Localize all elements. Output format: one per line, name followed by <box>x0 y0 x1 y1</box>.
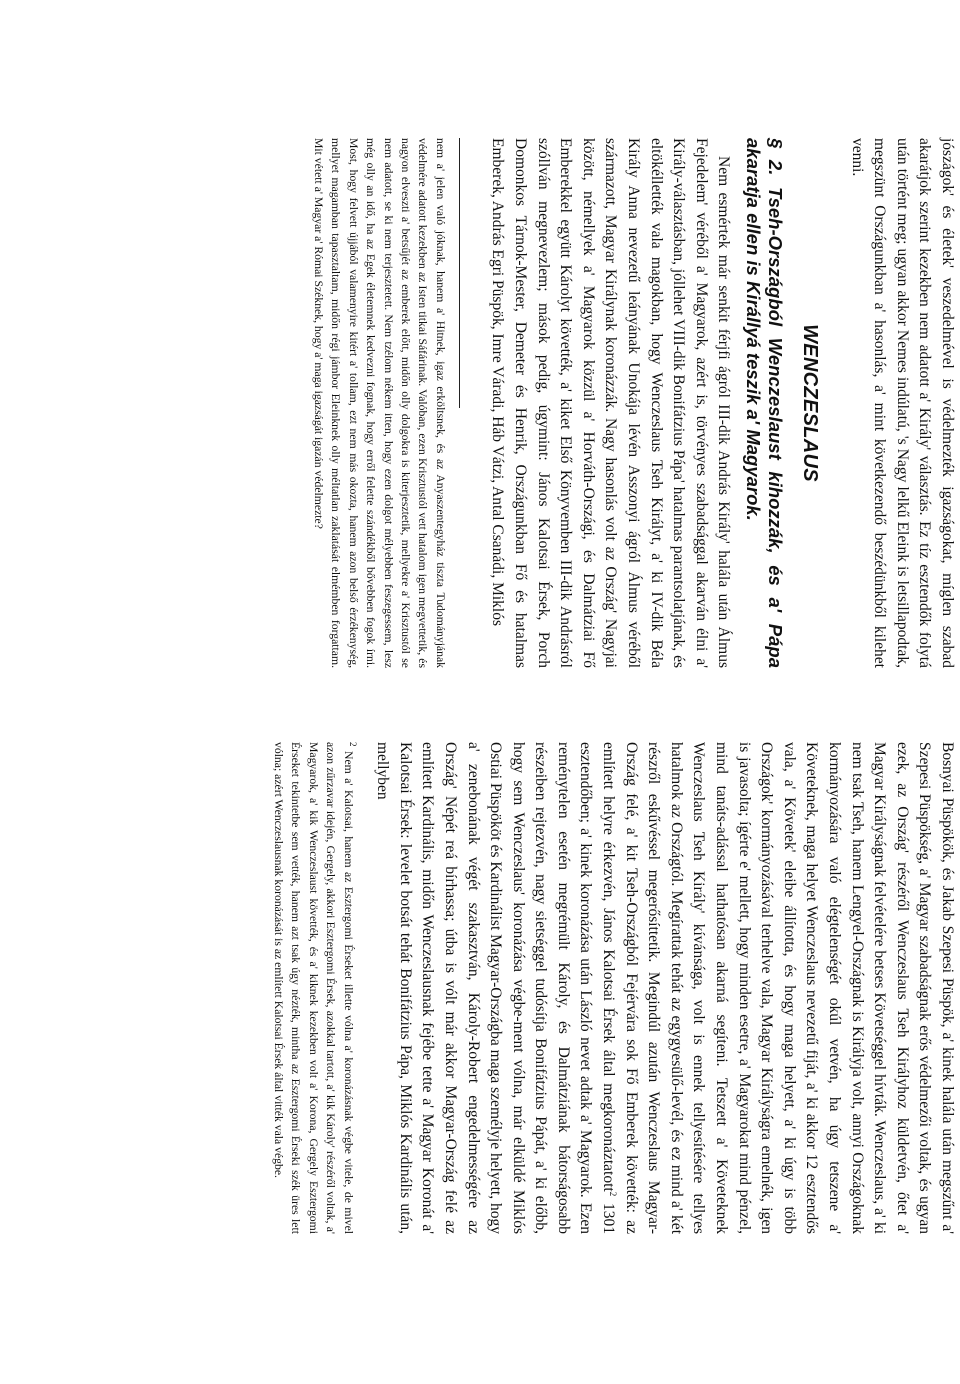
left-footnote <box>310 138 449 668</box>
footnote-number: 2 <box>347 742 358 747</box>
continuation-paragraph: jószágok' és életek' veszedelmével is védelmezték igazságokat, míglen szabad akarátjok szerint kezekben nem adatott a' Király' választás. Ez tíz esztendők folytá után történt meg; ugyan akkor Nemes indúlatú, 's Nagy lelkű Eleink is letsillapodtak, megszünt Országunkban a' hasonlás, a' mint következendő beszédünkből kilehet venni. <box>848 138 956 668</box>
footnote-entry <box>270 742 357 1234</box>
footnote-reference: 2 <box>608 1191 619 1197</box>
right-page-body <box>371 742 958 1234</box>
body-paragraph-text: Bosnyai Püspökök, és Jakab Szepesi Püspök, a' kinek halála után megszűnt a' Szepesi Püspökség, a' Magyar szabadságnak erős védelmezői voltak, és ugyan ezek, az Ország' részéről Wenczeslaus Tseh Királyhoz küldetvén, őtet a' Magyar Királyságnak felvételére betses Követséggel hívták. Wenczeslaus, a' ki nem tsak Tseh, hanem Lengyel-Országnak is Királyja volt, annyi Országoknak kormányozására való elégtelenségét okúl vetvén, ha úgy tetszene a' Követeknek, maga helyet Wenczeslaus nevezetű fiját, a' ki akkor 12 esztendős vala, a' Követek' eleibe állította, és hogy maga helyett, a' ki úgy is több Országok' kormányozásával terhelve vala, Magyar Királyságra emelnék, igen is javasolta; ígérte e' mellett, hogy minden esetre, a' Magyarokat mind pénzel, mind tanáts-adással hathatósan akarná segíteni. Tetszett a' Követeknek Wenczeslaus Tseh Király' kívánsága, volt is ennek tellyesítésére tellyes hatalmok az Országtól. Megírattak tehát az egygyesülő-levél, és ez mind a' két részről eskűvéssel megerősíttetik. Megindúl azután Wenczeslaus Magyar-Ország felé, a' kit Tseh-Országból Fejérvára sok Fő Emberek követték: az említett helyre érkezvén, János Kalotsai Érsek által megkoronáztatott <box>600 742 956 1234</box>
body-paragraph-tail: 1301 esztendőben; a' kinek koronázása után László nevet adtak a' Magyarok. Ezen reménytelen esetén megrémült Károly, és Dalmátziának bátorságosabb részeiben rejtezvén, nagy sietséggel tudósítja Bonifátzius Pápát, a' ki előbb, hogy sem Wenczeslaus' koronázása végbe-ment vólna, már elküldé Miklós Ostiai Püspököt és Kardinálist Magyar-Országba maga személyje helyett, hogy a' zenebonának végét szakasztván, Károly-Robert engedelmességére az Ország' Népét reá bírhassa; útba is vólt már akkor Magyar-Ország felé az említett Kardinális, midőn Wenczeslausnak fejébe tette a' Magyar Koronát a' Kalotsai Érsek: levelet botsát tehát Bonifátzius Pápa, Miklós Kardinális után, mellyben <box>374 742 618 1234</box>
body-paragraph <box>371 742 958 1234</box>
right-footnote <box>270 742 357 1234</box>
section-heading: WENCZESLAUS <box>799 324 822 482</box>
left-page-body <box>486 138 958 668</box>
footnote-text: nem a' jelen való jóknak, hanem a' Hitnek, igaz erköltsnek, és az Anyaszentegyház tiszta Tudományjának védelmére adatott kezekben az Isten titkai Sáfárinak. Valóban, ezen Krisztustól vett hatalom igen megvettetik, és nagyon elveszti a' betsűjét az emberek előtt, midőn olly dolgokra is kiterjesztetik, mellyekre a' Krisztustól se nem adatott, se ki nem terjesztetett. Nem tzélom nékem itten, hogy ezen dolgot mélyebben feszegessem, lesz még olly an idő, ha az Egek életemnek kedvezni fognak, hogy erről felette szándékből bővebben fogok írni. Most, hogy felvett újjából valamenyire kitért a' tollam, ezt nem más okozta, hanem azon belső érzékenység, mellyet magamban tapasztaltam, midőn régi jámbor Eleinknek olly méltatlan zaklatását elmémben forgattam. Mit vétett a' Magyar a' Római Széknek, hogy a' maga igazságát igazán védelmezte? <box>312 138 447 668</box>
right-page <box>0 692 960 1384</box>
chapter-title: § 2. Tseh-Országból Wenczeslaust kihozzák, és a' Pápa akaratja ellen is Királlyá teszik a' Magyarok. <box>743 138 787 668</box>
footnote-divider <box>459 138 460 408</box>
footnote-text: Nem a' Kalotsai, hanem az Esztergomi Érseket illette vólna a' koronázásnak végbe vitele, de mivel azon zűrzavar idején, Gergely, akkori Esztergomi Érsek, azokkal tartott, a' kik Károly' részéről voltak, a' Magyarok, a' kik Wenczeslaust követték, és a' kiknek kezekben volt a' Korona, Gergely Esztergomi Érseket tekintetbe sem vették, hanem azt tsak úgy nézték, mintha az Esztergomi Érseki szék üres lett vólna; azért Wenczeslausnak koronázását is az említett Kalotsai Érsek által vitték vala végbe. <box>271 742 355 1235</box>
body-paragraph: Nem esmértek már senkit férjfi ágról III-dik András Király' halála után Álmus Fejedelem' véréből a' Magyarok, azért is, törvényes szabadsággal akarván élni a' Király-választásban, jóllehet VIII-dik Bonifátzius Pápa' hatalmas parantsolatjának, és eltökéllették vala magokban, hogy Wenczeslaus Tseh Királyt, a' ki IV-dik Béla Király Anna nevezetű leányának Unokája lévén Asszonyi ágról Álmus véréből származott, Magyar Királynak koronázzák. Nagy hasonlás volt az Ország' Nagyjai között, némellyek a' Magyarok közzül a' Horváth-Országi, és Dalmátziai Fő Emberekkel együtt Károlyt követték, a' kiket Első Könyvemben III-dik Andrásról szóllván megnevezlem; mások pedig, úgymint: János Kalotsai Érsek, Porch Domonkos Tárnok-Mester, Demeter és Henrik, Országunkban Fő és hatalmas Emberek, András Egri Püspök, Imre Váradi, Háb Vátzi, Antal Csanádi, Miklós <box>489 138 733 668</box>
